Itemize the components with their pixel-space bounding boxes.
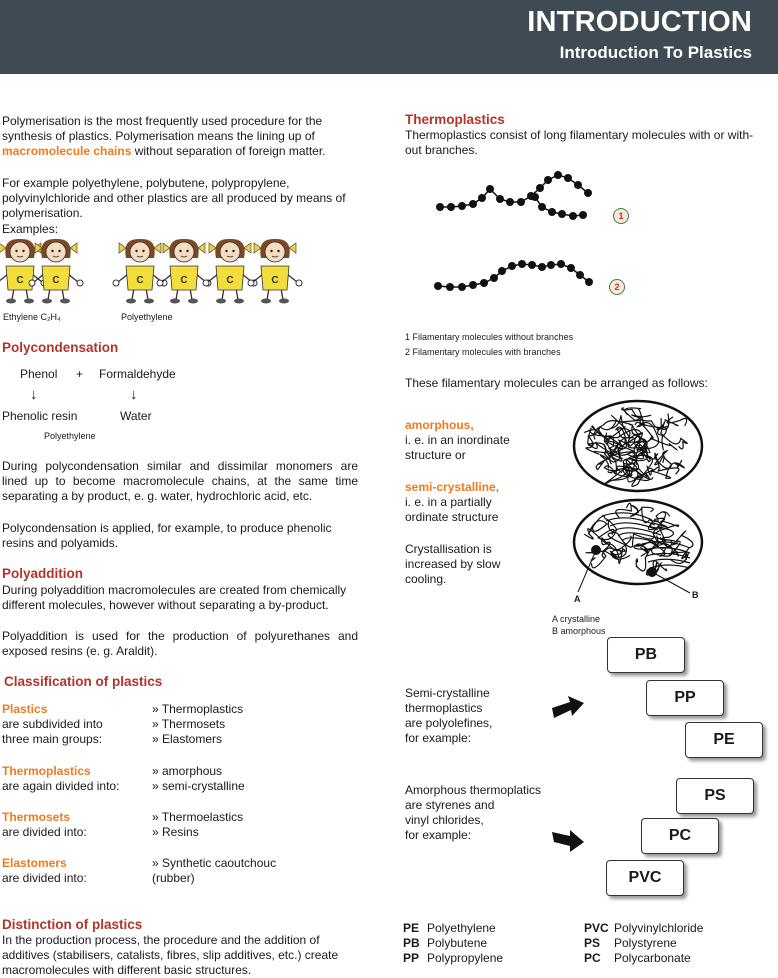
arrow-right-icon xyxy=(548,822,588,854)
macromolecule-highlight: macromolecule chains xyxy=(2,144,132,158)
molecule-illustration xyxy=(0,236,330,308)
abbreviation-legend-left xyxy=(403,921,503,966)
polymerisation-example-paragraph: For example polyethylene, polybutene, polypropylene, polyvinylchloride and other plastics are all produced by means of polymerisation. xyxy=(2,176,346,220)
class-group-thermoplastics: Thermoplastics are again divided into: xyxy=(2,764,120,793)
legend-row: PS Polystyrene xyxy=(584,936,677,950)
polyethylene-sublabel: Polyethylene xyxy=(44,431,96,441)
carbon-atom-figure xyxy=(248,239,302,304)
chain-branch xyxy=(531,193,587,220)
arrow-down-icon: ↓ xyxy=(30,386,38,403)
legend-b: B amorphous xyxy=(552,626,606,636)
legend-row: PP Polypropylene xyxy=(403,951,504,965)
page-title: INTRODUCTION xyxy=(527,6,752,38)
polyaddition-heading: Polyaddition xyxy=(2,566,83,581)
semi-crystalline-structure-diagram xyxy=(572,498,708,598)
marker-2: 2 xyxy=(609,279,625,295)
svg-text:C: C xyxy=(271,275,279,286)
label-a: A xyxy=(574,594,581,604)
carbon-atom-figure xyxy=(157,239,211,304)
amorphous-block: amorphous, i. e. in an inordinate structure or xyxy=(405,418,510,462)
filament-chains-diagram xyxy=(430,165,630,300)
phenolic-resin-label: Phenolic resin xyxy=(2,409,78,423)
semi-crystalline-block: semi-crystalline, i. e. in a partially ordinate structure xyxy=(405,480,500,524)
polycondensation-paragraph: During polycondensation similar and dissimilar monomers are lined up to become macromolecule chains, at the same time separating a by product, e. g. water, hydrochloric acid, etc. xyxy=(2,459,358,503)
distinction-paragraph: In the production process, the procedure and the addition of additives (stabilisers, catalists, fibres, slip additives, etc.) create macromolecules with different basic structures. xyxy=(2,933,339,977)
box-ps: PS xyxy=(676,778,754,814)
svg-text:C: C xyxy=(52,275,60,286)
note-without-branches: 1 Filamentary molecules without branches xyxy=(405,332,574,342)
thermoplastics-heading: Thermoplastics xyxy=(405,112,505,127)
svg-text:C: C xyxy=(180,275,188,286)
class-group-plastics: Plastics are subdivided into three main groups: xyxy=(2,702,103,746)
ethylene-caption: Ethylene C₂H₄ xyxy=(3,312,61,322)
carbon-atom-figure xyxy=(113,239,167,304)
examples-label: Examples: xyxy=(2,222,59,236)
formaldehyde-label: Formaldehyde xyxy=(99,367,176,381)
box-pc: PC xyxy=(641,818,719,854)
carbon-atom-figure xyxy=(29,239,83,304)
thermoplastics-paragraph: Thermoplastics consist of long filamentary molecules with or with-out branches. xyxy=(405,128,754,157)
phenol-label: Phenol xyxy=(20,367,58,381)
abbreviation-legend-right xyxy=(584,921,703,966)
chain-straight xyxy=(434,260,593,291)
plus-sign: + xyxy=(76,367,84,381)
amorphous-structure-diagram xyxy=(572,398,708,494)
marker-1: 1 xyxy=(613,208,629,224)
legend-row: PVC Polyvinylchloride xyxy=(584,921,704,935)
arrow-right-icon xyxy=(548,694,588,724)
carbon-atom-figure xyxy=(203,239,257,304)
amorphous-thermoplastics-text: Amorphous thermoplatics are styrenes and vinyl chlorides, for example: xyxy=(405,783,542,842)
svg-text:C: C xyxy=(136,275,144,286)
crystallisation-block: Crystallisation is increased by slow cooling. xyxy=(405,542,501,586)
polyaddition-paragraph: During polyaddition macromolecules are created from chemically different molecules, however without separating a by-product. xyxy=(2,583,347,612)
class-items-elastomers: » Synthetic caoutchouc (rubber) xyxy=(152,856,277,885)
arrow-down-icon: ↓ xyxy=(130,386,138,403)
svg-text:C: C xyxy=(226,275,234,286)
note-with-branches: 2 Filamentary molecules with branches xyxy=(405,347,561,357)
polymerisation-paragraph: Polymerisation is the most frequently used procedure for the synthesis of plastics. Polymerisation means the lining up of macromolecule chains without separation of foreign matter. xyxy=(2,114,326,158)
class-items-thermoplastics: » amorphous » semi-crystalline xyxy=(152,764,245,793)
page-header xyxy=(0,0,778,74)
polycondensation-heading: Polycondensation xyxy=(2,340,119,355)
class-items-thermosets: » Thermoelastics » Resins xyxy=(152,810,244,839)
classification-heading: Classification of plastics xyxy=(4,674,163,689)
chain-main xyxy=(436,171,592,211)
label-b: B xyxy=(692,590,699,600)
svg-text:C: C xyxy=(16,275,24,286)
water-label: Water xyxy=(120,409,152,423)
polyaddition-use-paragraph: Polyaddition is used for the production of polyurethanes and exposed resins (e. g. Araldit). xyxy=(2,629,358,658)
box-pp: PP xyxy=(646,680,724,716)
box-pe: PE xyxy=(685,722,763,758)
legend-row: PB Polybutene xyxy=(403,936,488,950)
legend-row: PC Polycarbonate xyxy=(584,951,691,965)
polycondensation-use-paragraph: Polycondensation is applied, for example, to produce phenolic resins and polyamids. xyxy=(2,521,332,550)
page-subtitle: Introduction To Plastics xyxy=(559,43,752,62)
box-pb: PB xyxy=(607,637,685,673)
legend-a: A crystalline xyxy=(552,614,601,624)
arranged-paragraph: These filamentary molecules can be arranged as follows: xyxy=(405,376,708,390)
class-items-plastics: » Thermoplastics » Thermosets » Elastomers xyxy=(152,702,244,746)
legend-row: PE Polyethylene xyxy=(403,921,496,935)
semi-crystalline-text: Semi-crystalline thermoplastics are polyolefines, for example: xyxy=(405,686,493,745)
class-group-elastomers: Elastomers are divided into: xyxy=(2,856,87,885)
class-group-thermosets: Thermosets are divided into: xyxy=(2,810,87,839)
polyethylene-caption: Polyethylene xyxy=(121,312,173,322)
distinction-heading: Distinction of plastics xyxy=(2,917,143,932)
box-pvc: PVC xyxy=(606,860,684,896)
